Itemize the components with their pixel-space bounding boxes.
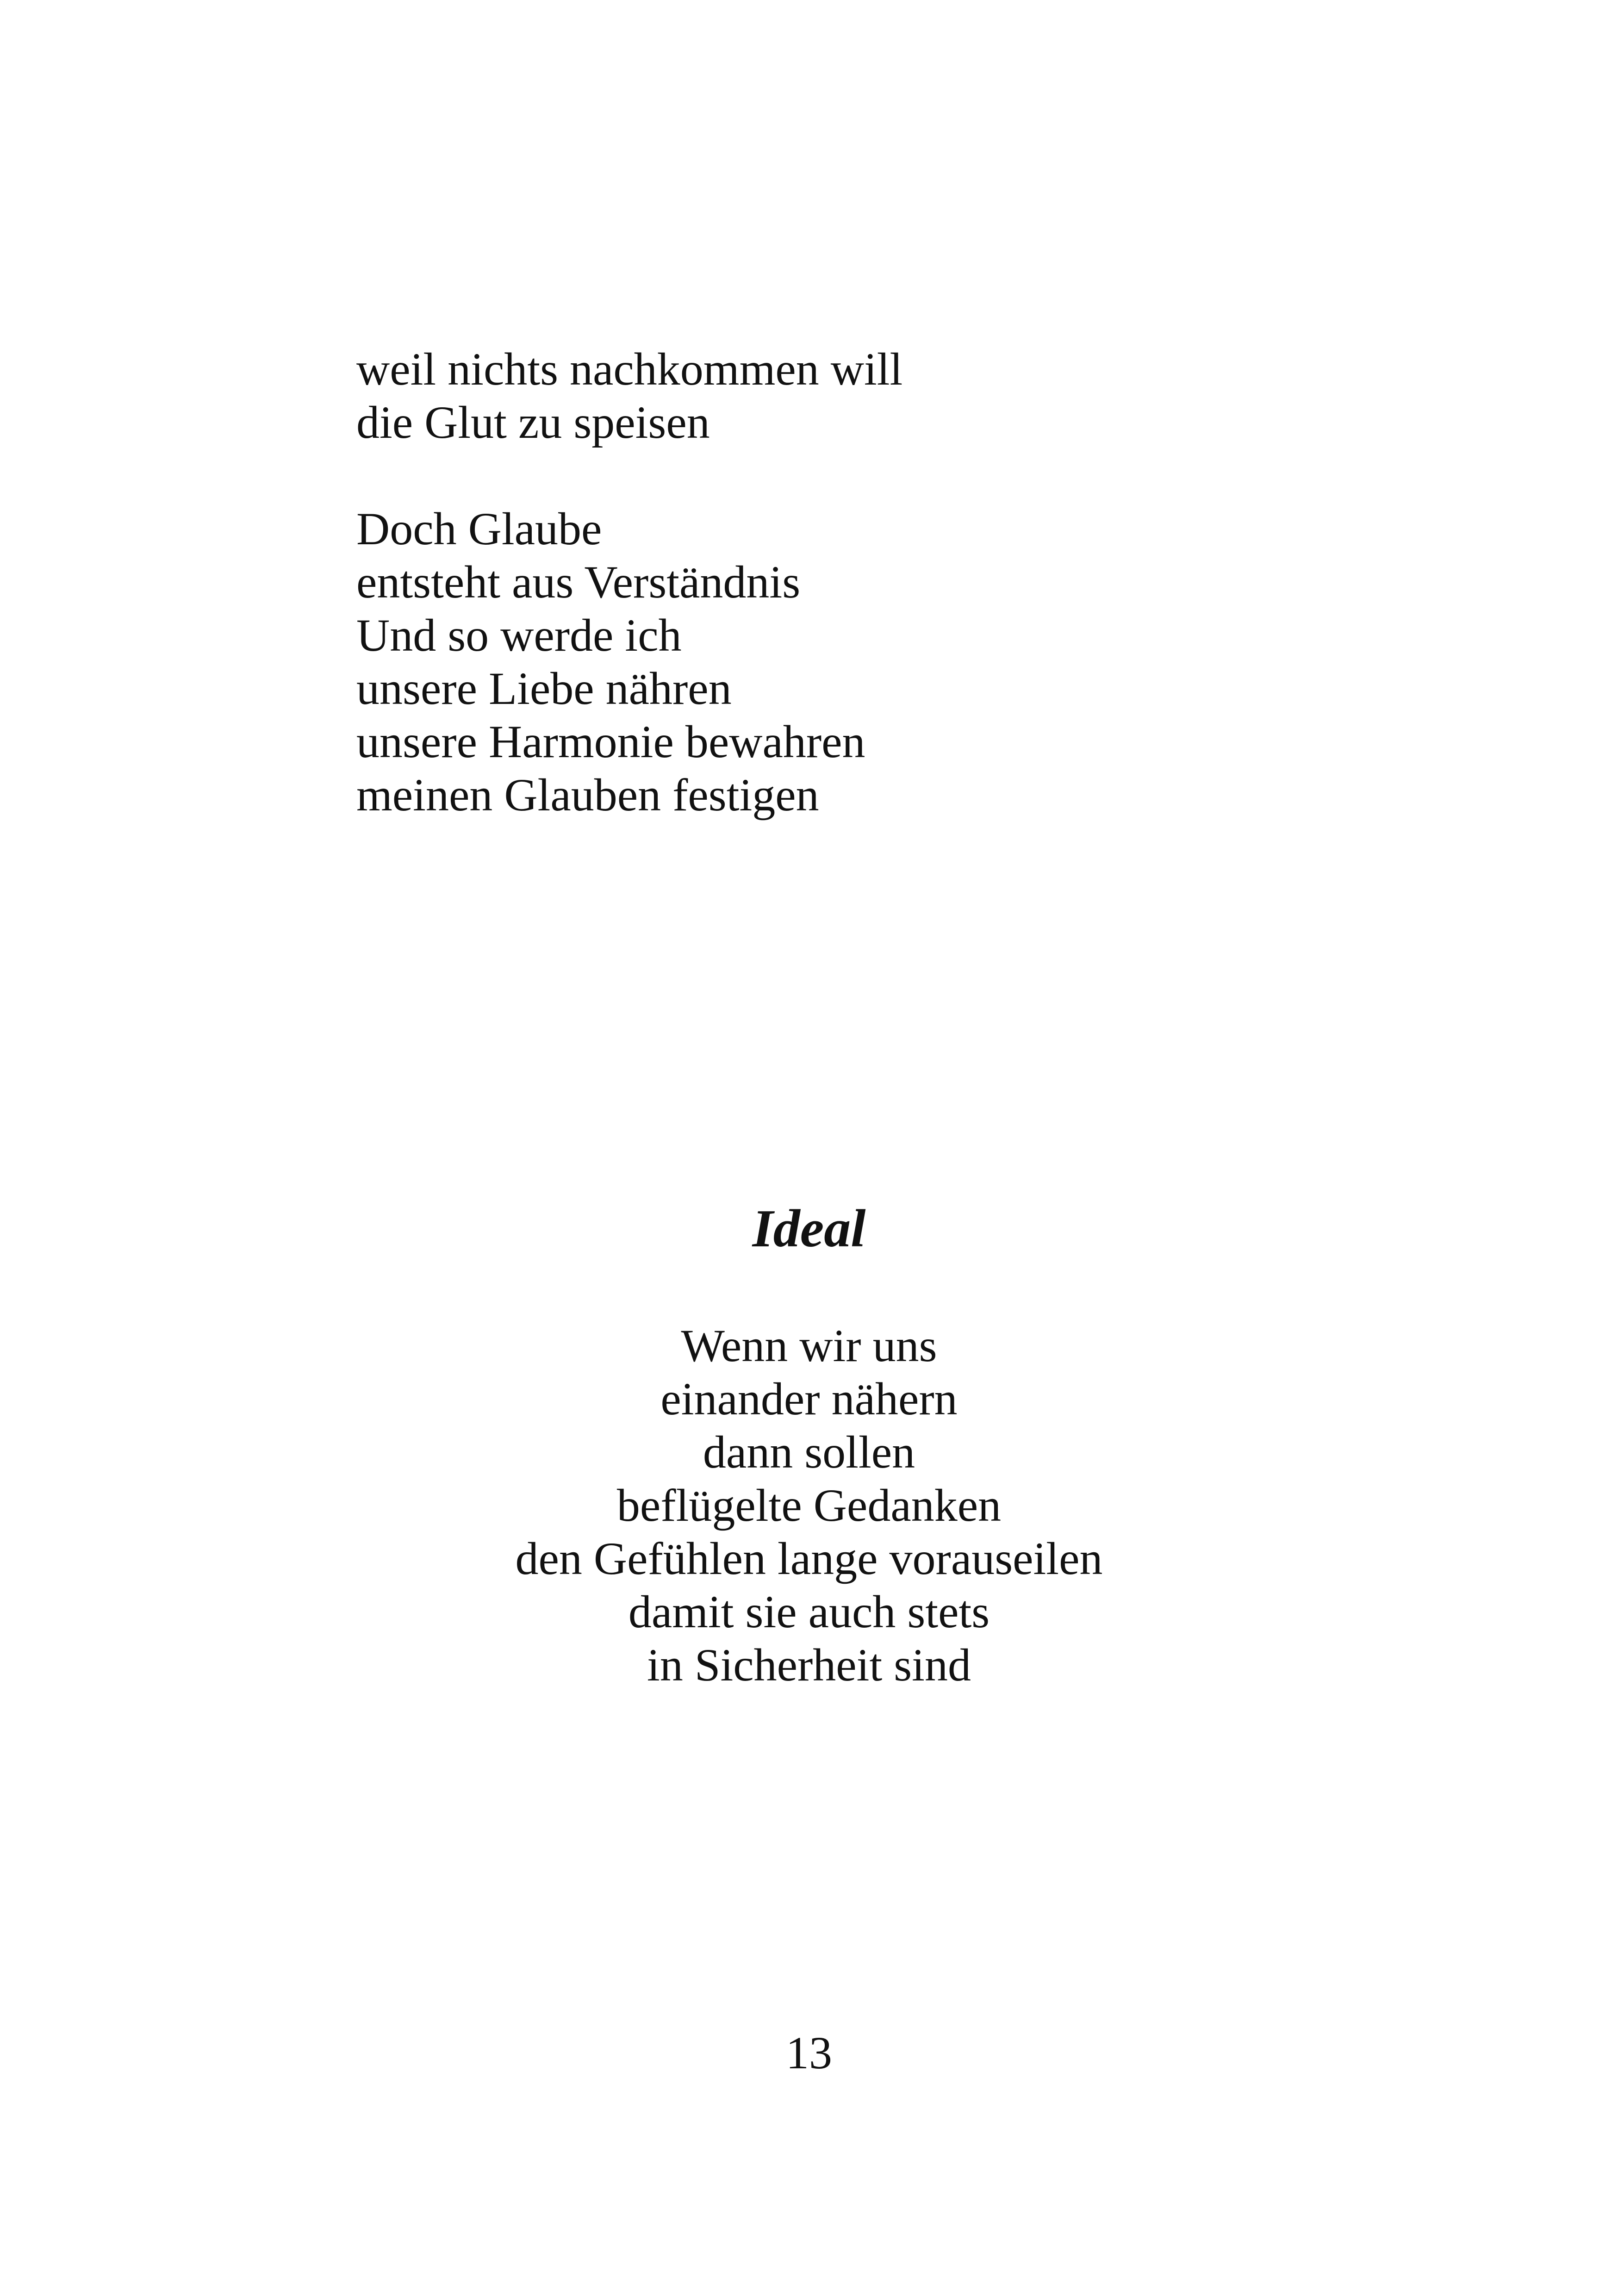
poem-line: einander nähern <box>660 1373 958 1425</box>
poem-line: entsteht aus Verständnis <box>356 556 801 608</box>
poem-line: beflügelte Gedanken <box>616 1480 1002 1531</box>
poem-line: die Glut zu speisen <box>356 397 710 448</box>
poem-line: Und so werde ich <box>356 610 682 661</box>
poem-body <box>0 1319 1618 1692</box>
poem-line: unsere Harmonie bewahren <box>356 716 865 767</box>
poem-line: unsere Liebe nähren <box>356 663 732 714</box>
poem-line: Doch Glaube <box>356 503 602 554</box>
continued-poem-stanza-2 <box>356 502 865 821</box>
poem-line: dann sollen <box>703 1426 915 1478</box>
poem-line: meinen Glauben festigen <box>356 769 819 821</box>
poem-line: den Gefühlen lange vorauseilen <box>515 1533 1103 1584</box>
continued-poem-stanza-1 <box>356 342 902 449</box>
poem-line: in Sicherheit sind <box>647 1639 971 1691</box>
page-number: 13 <box>786 2027 832 2078</box>
poem-line: damit sie auch stets <box>628 1586 990 1637</box>
poem-title: Ideal <box>752 1199 866 1258</box>
poem-line: weil nichts nachkommen will <box>356 343 903 395</box>
poem-line: Wenn wir uns <box>681 1320 937 1371</box>
